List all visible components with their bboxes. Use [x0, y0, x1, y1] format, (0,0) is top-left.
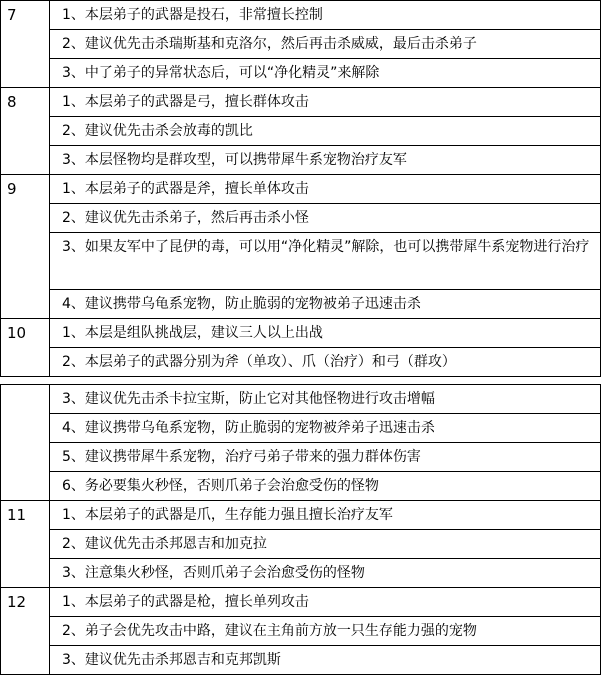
tip-text: 1、本层弟子的武器是弓，擅长群体攻击: [50, 88, 601, 117]
table-row: [1, 1, 601, 30]
tip-text: 2、建议优先击杀会放毒的凯比: [50, 117, 601, 146]
tip-text: 1、本层是组队挑战层，建议三人以上出战: [50, 319, 601, 348]
table-row: [1, 146, 601, 175]
tip-text: 5、建议携带犀牛系宠物，治疗弓弟子带来的强力群体伤害: [50, 443, 601, 472]
table-row: [1, 559, 601, 588]
table-row: [1, 385, 601, 414]
table-row: [1, 617, 601, 646]
table-row: [1, 233, 601, 290]
tip-text: 2、建议优先击杀弟子，然后再击杀小怪: [50, 204, 601, 233]
level-number: 12: [1, 588, 50, 675]
tip-text: 6、务必要集火秒怪，否则爪弟子会治愈受伤的怪物: [50, 472, 601, 501]
tip-text: 2、建议优先击杀邦恩吉和加克拉: [50, 530, 601, 559]
tip-text: 1、本层弟子的武器是爪，生存能力强且擅长治疗友军: [50, 501, 601, 530]
level-number: [1, 385, 50, 501]
table-row: [1, 472, 601, 501]
table-row: [1, 414, 601, 443]
level-number: 8: [1, 88, 50, 175]
tip-text: 3、注意集火秒怪，否则爪弟子会治愈受伤的怪物: [50, 559, 601, 588]
tip-text: 4、建议携带乌龟系宠物，防止脆弱的宠物被弟子迅速击杀: [50, 290, 601, 319]
table-row: [1, 175, 601, 204]
tip-text: 3、中了弟子的异常状态后，可以“净化精灵”来解除: [50, 59, 601, 88]
tip-text: 1、本层弟子的武器是投石，非常擅长控制: [50, 1, 601, 30]
tip-text: 3、本层怪物均是群攻型，可以携带犀牛系宠物治疗友军: [50, 146, 601, 175]
tip-text: 2、弟子会优先攻击中路，建议在主角前方放一只生存能力强的宠物: [50, 617, 601, 646]
table-row: [1, 290, 601, 319]
tip-text: 3、如果友军中了昆伊的毒，可以用“净化精灵”解除，也可以携带犀牛系宠物进行治疗: [50, 233, 601, 290]
table-row: [1, 30, 601, 59]
tip-text: 2、本层弟子的武器分别为斧（单攻）、爪（治疗）和弓（群攻）: [50, 348, 601, 377]
table-row: [1, 348, 601, 377]
table-row: [1, 319, 601, 348]
tip-text: 1、本层弟子的武器是斧，擅长单体攻击: [50, 175, 601, 204]
table-row: [1, 59, 601, 88]
tip-text: 3、建议优先击杀邦恩吉和克邦凯斯: [50, 646, 601, 675]
table-row: [1, 443, 601, 472]
table-row: [1, 117, 601, 146]
table-row: [1, 530, 601, 559]
table-row: [1, 88, 601, 117]
table-row: [1, 501, 601, 530]
tip-text: 4、建议携带乌龟系宠物，防止脆弱的宠物被斧弟子迅速击杀: [50, 414, 601, 443]
table-row: [1, 204, 601, 233]
level-number: 9: [1, 175, 50, 319]
level-number: 10: [1, 319, 50, 377]
tip-text: 2、建议优先击杀瑞斯基和克洛尔，然后再击杀威威，最后击杀弟子: [50, 30, 601, 59]
tip-text: 3、建议优先击杀卡拉宝斯，防止它对其他怪物进行攻击增幅: [50, 385, 601, 414]
table-row: [1, 588, 601, 617]
guide-table-part-2: [0, 384, 601, 675]
level-number: 7: [1, 1, 50, 88]
table-row: [1, 646, 601, 675]
level-number: 11: [1, 501, 50, 588]
tip-text: 1、本层弟子的武器是枪，擅长单列攻击: [50, 588, 601, 617]
